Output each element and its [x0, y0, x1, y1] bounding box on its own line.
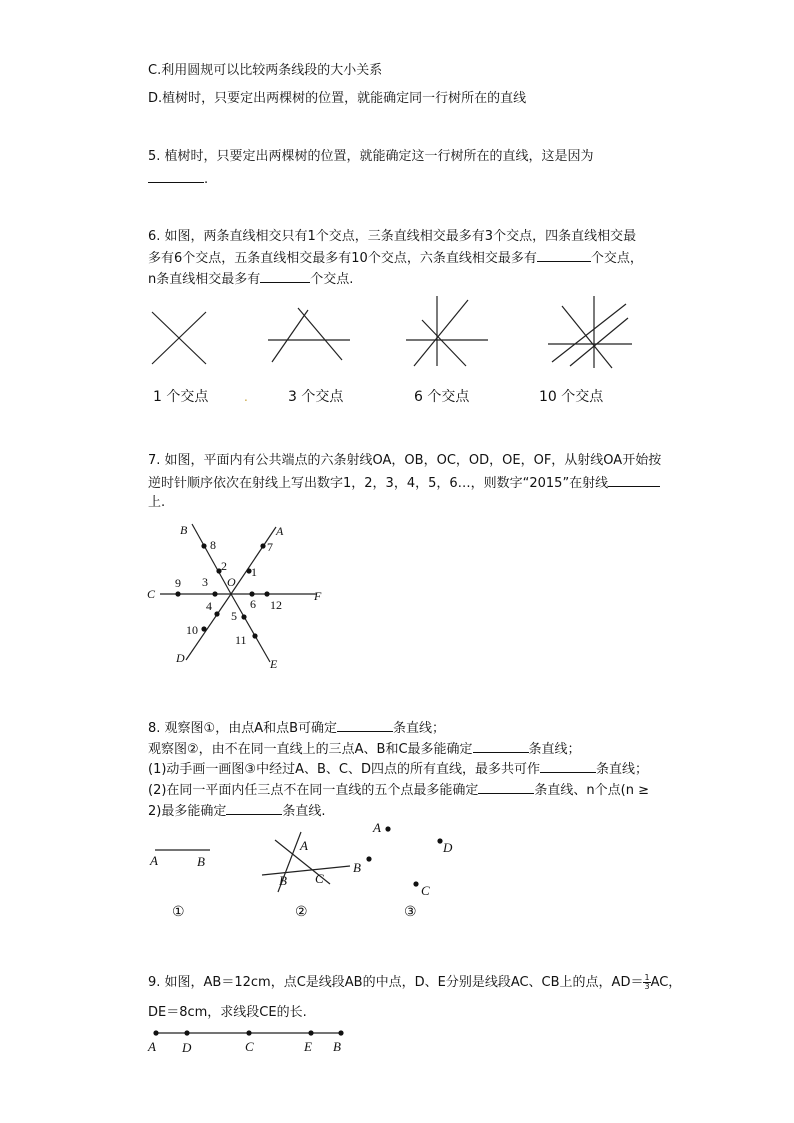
q5-line1: 5. 植树时，只要定出两棵树的位置，就能确定这一行树所在的直线，这是因为	[148, 149, 594, 164]
q8-line1-text: 8. 观察图①，由点A和点B可确定	[148, 721, 338, 736]
q7-num-5: 5	[231, 609, 237, 623]
q8-circled-2: ②	[295, 905, 308, 920]
q9-point-c	[246, 1030, 251, 1035]
q6-caption-4: 10 个交点	[539, 389, 604, 405]
q6-caption-1: 1 个交点	[153, 389, 209, 405]
q7-num-12: 12	[270, 598, 282, 612]
q7-line3: 上.	[148, 495, 166, 510]
q7-num-2: 2	[221, 559, 227, 573]
q8-circled-3: ③	[404, 905, 417, 920]
q7-num-9: 9	[175, 576, 181, 590]
q8-line5-text: 2)最多能确定	[148, 804, 227, 819]
q6-caption-3: 6 个交点	[414, 389, 470, 405]
q8-fig2-label-b: B	[279, 873, 287, 888]
q9-frac-den: 3	[644, 982, 650, 991]
q7-label-a: A	[276, 524, 284, 538]
q9-point-d	[184, 1030, 189, 1035]
q6-caption-2: 3 个交点	[288, 389, 344, 405]
q8-circled-1: ①	[172, 905, 185, 920]
q6-line3-text: n条直线相交最多有	[148, 272, 261, 287]
q9-label-e: E	[304, 1039, 312, 1054]
q7-line1: 7. 如图，平面内有公共端点的六条射线OA，OB，OC，OD，OE，OF，从射线OA开始按	[148, 453, 662, 468]
q8-line2-text: 观察图②，由不在同一直线上的三点A、B和C最多能确定	[148, 742, 473, 757]
option-d: D.植树时，只要定出两棵树的位置，就能确定同一行树所在的直线	[148, 91, 527, 106]
q9-point-e	[308, 1030, 313, 1035]
q9-label-d: D	[182, 1040, 192, 1055]
q7-label-f: F	[314, 589, 322, 603]
q9-line1-text: 9. 如图，AB＝12cm，点C是线段AB的中点，D、E分别是线段AC、CB上的点，AD＝	[148, 975, 644, 990]
q9-point-a	[153, 1030, 158, 1035]
q9-line1-end: AC，	[650, 975, 682, 990]
q9-point-b	[338, 1030, 343, 1035]
q7-label-c: C	[147, 587, 156, 601]
q9-label-b: B	[333, 1039, 341, 1054]
q5-period: .	[204, 172, 209, 187]
q7-label-o: O	[227, 575, 236, 589]
q7-label-d: D	[176, 651, 185, 665]
q8-line5-end: 条直线.	[282, 804, 326, 819]
q7-num-8: 8	[210, 538, 216, 552]
q8-fig2-label-a: A	[300, 838, 308, 853]
q7-num-10: 10	[186, 623, 198, 637]
q8-line4-text: (2)在同一平面内任三点不在同一直线的五个点最多能确定	[148, 783, 479, 798]
q8-line3-end: 条直线；	[595, 762, 648, 777]
q6-line2-text: 多有6个交点，五条直线相交最多有10个交点，六条直线相交最多有	[148, 251, 537, 266]
q9-label-c: C	[245, 1039, 254, 1054]
q7-num-3: 3	[202, 575, 208, 589]
q8-fig1-label-b: B	[197, 854, 205, 869]
q7-num-1: 1	[251, 565, 257, 579]
q6-stray-dot: .	[244, 390, 248, 404]
option-c: C.利用圆规可以比较两条线段的大小关系	[148, 63, 383, 78]
q6-line2-end: 个交点，	[590, 251, 643, 266]
q8-fig3-label-c: C	[421, 883, 430, 898]
q9-frac-num: 1	[644, 973, 650, 982]
q8-fig1-label-a: A	[150, 853, 158, 868]
q7-label-b: B	[180, 523, 188, 537]
q8-fig3-label-a: A	[373, 820, 381, 835]
q7-label-e: E	[270, 657, 278, 671]
q7-line2-text: 逆时针顺序依次在射线上写出数字1，2，3，4，5，6…，则数字“2015”在射线	[148, 476, 609, 491]
q8-line1-end: 条直线；	[393, 721, 446, 736]
q6-line3-end: 个交点.	[310, 272, 354, 287]
q7-num-11: 11	[235, 633, 247, 647]
q8-fig2-label-c: C	[315, 871, 324, 886]
q6-line1: 6. 如图，两条直线相交只有1个交点，三条直线相交最多有3个交点，四条直线相交最	[148, 229, 637, 244]
q8-line4-end: 条直线、n个点(n ≥	[534, 783, 649, 798]
q9-line2: DE＝8cm，求线段CE的长.	[148, 1005, 307, 1020]
q8-fig3-label-d: D	[443, 840, 453, 855]
q8-line3-text: (1)动手画一画图③中经过A、B、C、D四点的所有直线，最多共可作	[148, 762, 540, 777]
q7-num-4: 4	[206, 599, 212, 613]
q7-num-7: 7	[267, 540, 273, 554]
q7-num-6: 6	[250, 597, 256, 611]
q9-label-a: A	[148, 1039, 156, 1054]
q8-fig3-label-b: B	[353, 860, 361, 875]
q8-line2-end: 条直线；	[528, 742, 581, 757]
